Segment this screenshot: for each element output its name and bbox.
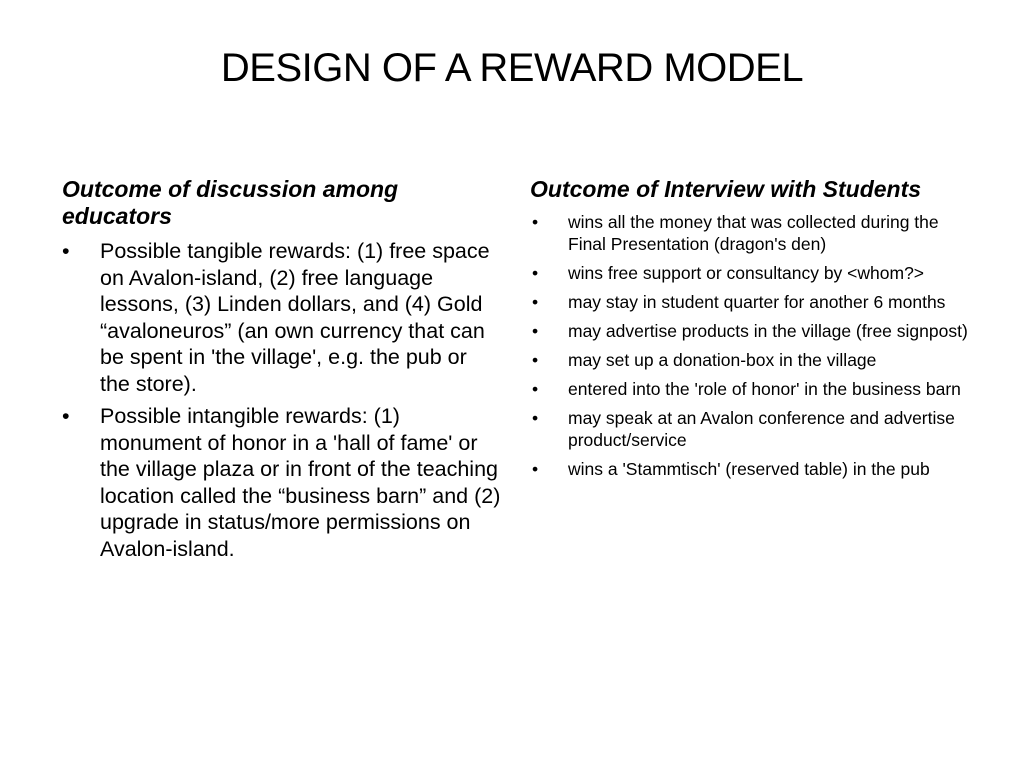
list-item-text: may stay in student quarter for another 6 months [568,292,946,312]
bullet-icon: • [532,212,539,232]
list-item [530,262,970,284]
right-column-heading: Outcome of Interview with Students [530,176,922,202]
list-item [530,320,970,342]
list-item [62,403,502,562]
list-item [530,378,970,400]
slide-title: DESIGN OF A REWARD MODEL [220,46,804,90]
list-item-text: Possible intangible rewards: (1) monument of honor in a 'hall of fame' or the village plaza or in front of the teaching location called the “business barn” and (2) upgrade in status/more permissions on Avalon-island. [100,404,501,561]
list-item [62,238,502,397]
right-column [530,176,970,487]
list-item [530,349,970,371]
left-bullet-list [62,238,502,562]
list-item-text: entered into the 'role of honor' in the business barn [568,379,961,399]
bullet-icon: • [532,459,539,479]
list-item-text: may set up a donation-box in the village [568,350,877,370]
bullet-icon: • [532,321,539,341]
list-item [530,458,970,480]
list-item [530,291,970,313]
left-column [62,176,502,568]
list-item-text: may speak at an Avalon conference and advertise product/service [568,408,955,450]
list-item-text: may advertise products in the village (free signpost) [568,321,968,341]
list-item-text: wins free support or consultancy by <whom?> [568,263,925,283]
list-item-text: Possible tangible rewards: (1) free space on Avalon-island, (2) free language lessons, (3) Linden dollars, and (4) Gold “avaloneuros” (an own currency that can be spent in 'the village', e.g. the pub or the store). [100,239,490,396]
bullet-icon: • [532,408,539,428]
list-item-text: wins a 'Stammtisch' (reserved table) in the pub [568,459,930,479]
bullet-icon: • [532,263,539,283]
bullet-icon: • [62,404,70,428]
left-column-heading: Outcome of discussion among educators [62,176,399,229]
bullet-icon: • [532,292,539,312]
list-item [530,211,970,255]
list-item [530,407,970,451]
bullet-icon: • [532,379,539,399]
list-item-text: wins all the money that was collected during the Final Presentation (dragon's den) [568,212,939,254]
bullet-icon: • [532,350,539,370]
right-bullet-list [530,211,970,480]
bullet-icon: • [62,239,70,263]
